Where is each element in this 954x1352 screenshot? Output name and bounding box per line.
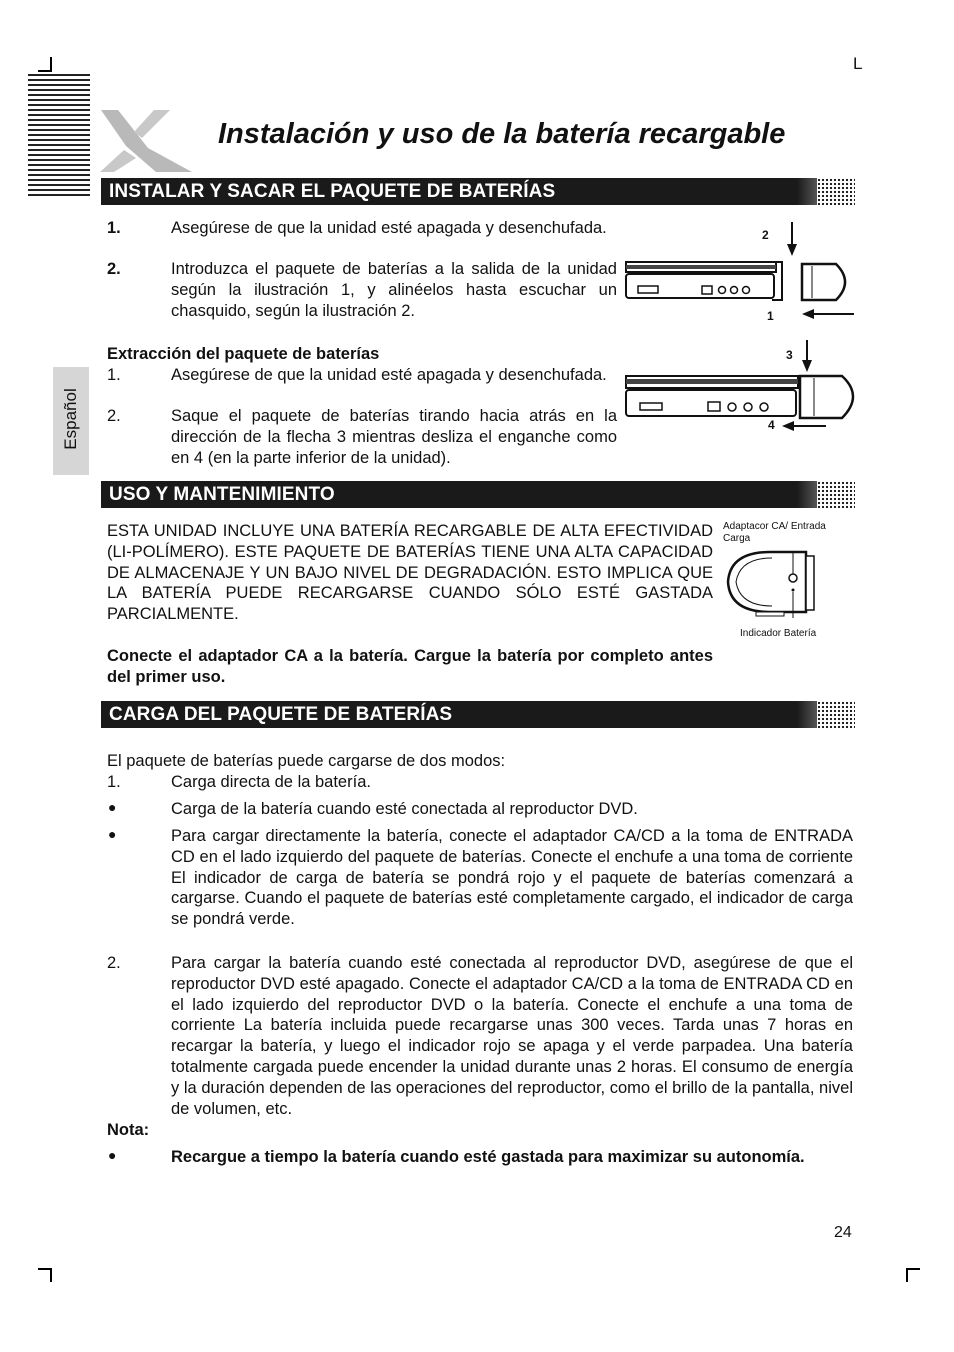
section-heading-charging bbox=[101, 701, 855, 728]
step-text: Introduzca el paquete de baterías a la salida de la unidad según la ilustración 1, y alinéelos hasta escuchar un chasquido, según la ilustración 2. bbox=[171, 260, 617, 320]
figure-label-4: 4 bbox=[768, 418, 775, 432]
diagram-label-adapter: Adaptacor CA/ Entrada Carga bbox=[723, 521, 826, 544]
step-text: Saque el paquete de baterías tirando hacia atrás en la dirección de la flecha 3 mientras desliza el enganche como en 4 (en la parte inferior de la unidad). bbox=[171, 407, 617, 467]
bullet-icon: ● bbox=[108, 799, 117, 815]
section-heading-maintenance bbox=[101, 481, 855, 508]
section-heading-maintenance-text: USO Y MANTENIMIENTO bbox=[109, 484, 335, 505]
page-number: 24 bbox=[834, 1224, 852, 1241]
note-text: Recargue a tiempo la batería cuando esté gastada para maximizar su autonomía. bbox=[171, 1148, 805, 1166]
bullet-text: Carga de la batería cuando esté conectada al reproductor DVD. bbox=[171, 800, 638, 818]
bullet-text: Para cargar directamente la batería, conecte el adaptador CA/CD a la toma de ENTRADA CD en el lado izquierdo del paquete de baterías. Conecte el enchufe a una toma de corriente El indicador de carga de batería se pondrá rojo y el paquete de baterías comenzará a cargarse. Cuando el paquete de baterías esté completamente cargado, el indicador de carga se pondrá verde. bbox=[171, 827, 853, 929]
illustration-insert-battery bbox=[624, 222, 860, 332]
section-heading-install bbox=[101, 178, 855, 205]
diagram-label-indicator: Indicador Batería bbox=[740, 628, 817, 639]
corner-mark-top-right: L bbox=[853, 54, 863, 73]
illustration-remove-battery bbox=[624, 340, 860, 440]
bullet-icon: ● bbox=[108, 1147, 117, 1163]
note-label: Nota: bbox=[107, 1121, 150, 1139]
crop-mark-top-left-v bbox=[50, 57, 52, 71]
mode-number: 2. bbox=[107, 954, 121, 972]
bullet-icon: ● bbox=[108, 826, 117, 842]
step-number: 2. bbox=[107, 260, 121, 278]
crop-mark-bottom-left-v bbox=[50, 1268, 52, 1282]
figure-label-2: 2 bbox=[762, 228, 769, 242]
dots-pattern bbox=[817, 178, 855, 205]
figure-label-1: 1 bbox=[767, 309, 774, 323]
mode-number: 1. bbox=[107, 773, 121, 791]
step-number: 1. bbox=[107, 366, 121, 384]
language-tab-label: Español bbox=[61, 388, 80, 450]
mode-text: Carga directa de la batería. bbox=[171, 773, 371, 791]
battery-diagram bbox=[720, 518, 850, 648]
page-title: Instalación y uso de la batería recargable bbox=[218, 118, 786, 150]
crop-mark-bottom-right bbox=[906, 1268, 920, 1270]
dots-pattern bbox=[817, 481, 855, 508]
section-heading-install-text: INSTALAR Y SACAR EL PAQUETE DE BATERÍAS bbox=[109, 181, 556, 202]
extraction-title: Extracción del paquete de baterías bbox=[107, 345, 380, 363]
maintenance-bold-note: Conecte el adaptador CA a la batería. Cargue la batería por completo antes del primer uso. bbox=[107, 647, 713, 686]
step-number: 2. bbox=[107, 407, 121, 425]
charging-intro: El paquete de baterías puede cargarse de dos modos: bbox=[107, 752, 506, 770]
step-text: Asegúrese de que la unidad esté apagada y desenchufada. bbox=[171, 366, 607, 384]
brand-x-logo bbox=[96, 108, 196, 176]
dots-pattern bbox=[817, 701, 855, 728]
language-tab bbox=[53, 367, 89, 475]
figure-label-3: 3 bbox=[786, 348, 793, 362]
crop-mark-bottom-right-v bbox=[906, 1268, 908, 1282]
step-text: Asegúrese de que la unidad esté apagada y desenchufada. bbox=[171, 219, 607, 237]
mode-text: Para cargar la batería cuando esté conectada al reproductor DVD, asegúrese de que el reproductor DVD esté apagado. Conecte el adaptador CA/CD a la toma de ENTRADA CD en el lado izquierdo del reproductor DVD o la batería. Conecte el enchufe a una toma de corriente La batería incluida puede recargarse unas 300 veces. Tarda unas 7 horas en recargar la batería, y luego el indicador rojo se apaga y el verde parpadea. Una batería totalmente cargada puede encender la unidad durante unas 2 horas. El consumo de energía y la duración dependen de las operaciones del reproductor, como el brillo de la pantalla, nivel de volumen, etc. bbox=[171, 954, 853, 1118]
maintenance-paragraph: ESTA UNIDAD INCLUYE UNA BATERÍA RECARGABLE DE ALTA EFECTIVIDAD (LI-POLÍMERO). ESTE PAQUETE DE BATERÍAS TIENE UNA ALTA CAPACIDAD DE ALMACENAJE Y UN BAJO NIVEL DE DEGRADACIÓN. ESTO IMPLICA QUE LA BATERÍA PUEDE RECARGARSE CUANDO SÓLO ESTÉ GASTADA PARCIALMENTE. bbox=[107, 522, 713, 624]
step-number: 1. bbox=[107, 219, 121, 237]
section-heading-charging-text: CARGA DEL PAQUETE DE BATERÍAS bbox=[109, 704, 453, 725]
